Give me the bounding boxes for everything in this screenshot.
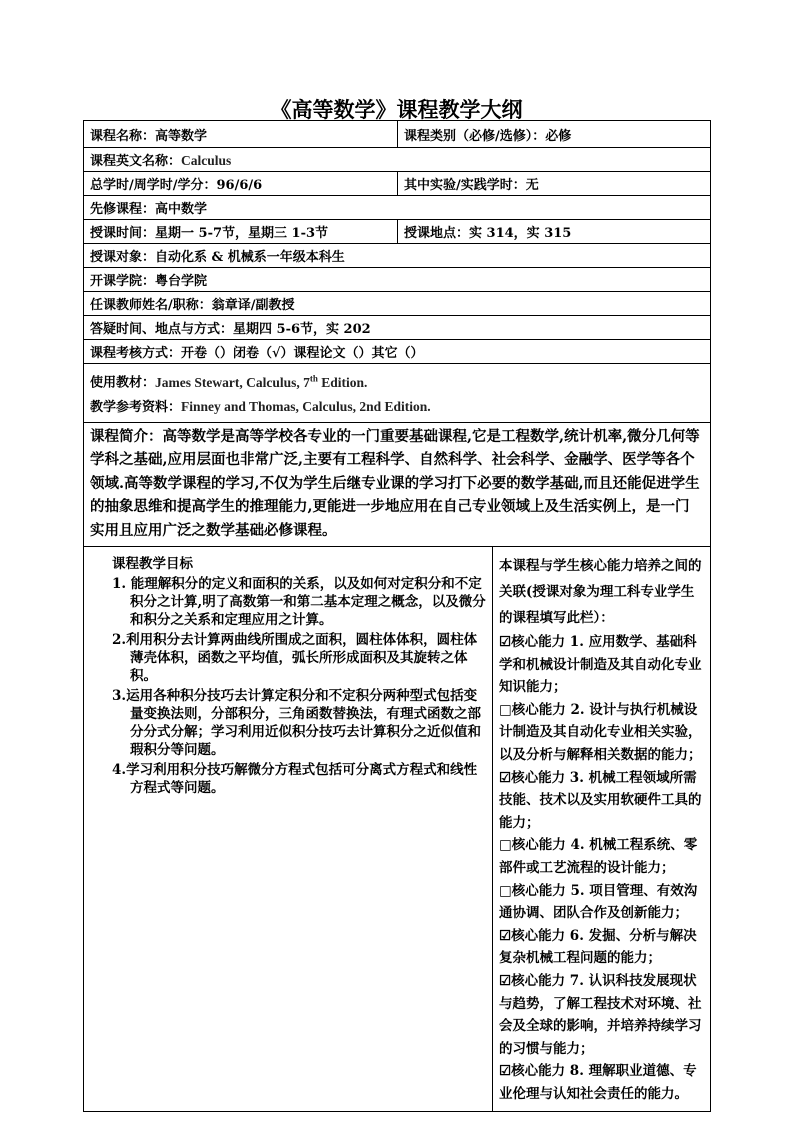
ability-text: 核心能力 4. 机械工程系统、零部件或工艺流程的设计能力； xyxy=(499,837,698,876)
goal-item: 4.学习利用积分技巧解微分方程式包括可分离式方程式和线性方程式等问题。 xyxy=(112,762,478,796)
ability-item xyxy=(499,834,704,879)
textbook-sup: th xyxy=(309,373,318,383)
ability-text: 核心能力 7. 认识科技发展现状与趋势，了解工程技术对环境、社会及全球的影响，并培养持续学习的习惯与能力； xyxy=(499,972,702,1057)
textbook-value xyxy=(155,375,367,390)
core-abilities xyxy=(493,547,711,1112)
ability-item xyxy=(499,1060,704,1105)
goal-item: 2.利用积分去计算两曲线所围成之面积，圆柱体体积，圆柱体薄壳体积，函数之平均值，弧长所形成面积及其旋转之体积。 xyxy=(112,632,478,684)
textbook-label: 使用教材： xyxy=(90,375,156,391)
ability-item xyxy=(499,631,704,699)
assessment: 课程考核方式：开卷（）闭卷（√）课程论文（）其它（） xyxy=(84,340,711,364)
ability-item xyxy=(499,970,704,1060)
teacher: 任课教师姓名/职称：翁章译/副教授 xyxy=(84,292,711,316)
goal-item: 1. 能理解积分的定义和面积的关系，以及如何对定积分和不定积分之计算,明了高数第一和第二基本定理之概念，以及微分和积分之关系和定理应用之计算。 xyxy=(112,576,486,628)
ability-item xyxy=(499,699,704,767)
unchecked-box-icon: □ xyxy=(499,701,512,718)
hours: 总学时/周学时/学分：96/6/6 xyxy=(84,172,398,196)
page-title: 《高等数学》课程教学大纲 xyxy=(270,98,523,122)
course-intro: 课程简介：高等数学是高等学校各专业的一门重要基础课程,它是工程数学,统计机率,微分几何等学科之基础,应用层面也非常广泛,主要有工程科学、自然科学、社会科学、金融学、医学等各个领域.高等数学课程的学习,不仅为学生后继专业课的学习打下必要的数学基础,而且还能促进学生的抽象思维和提高学生的推理能力,更能进一步地应用在自己专业领域上及生活实例上，是一门实用且应用广泛之数学基础必修课程。 xyxy=(84,422,711,547)
course-type: 课程类别（必修/选修）：必修 xyxy=(398,121,711,148)
textbook-edition: Edition. xyxy=(317,374,368,390)
goal-item: 3.运用各种积分技巧去计算定积分和不定积分两种型式包括变量变换法则，分部积分，三角函数替换法，有理式函数之部分分式分解；学习利用近似积分技巧去计算积分之近似值和瑕积分等问题。 xyxy=(112,688,481,758)
checked-box-icon: ☑ xyxy=(499,1063,512,1080)
goals-heading: 课程教学目标 xyxy=(112,556,193,572)
checked-box-icon: ☑ xyxy=(499,927,512,944)
checked-box-icon: ☑ xyxy=(499,972,512,989)
college: 开课学院：粤台学院 xyxy=(84,268,711,292)
ability-text: 核心能力 2. 设计与执行机械设计制造及其自动化专业相关实验，以及分析与解释相关数据的能力； xyxy=(499,701,702,763)
checked-box-icon: ☑ xyxy=(499,634,512,650)
ability-text: 核心能力 5. 项目管理、有效沟通协调、团队合作及创新能力； xyxy=(499,882,698,922)
abilities-list xyxy=(499,631,704,1105)
reference-value: Finney and Thomas, Calculus, 2nd Edition. xyxy=(181,398,431,414)
ability-item xyxy=(499,767,704,835)
abilities-heading: 本课程与学生核心能力培养之间的关联(授课对象为理工科专业学生的课程填写此栏）： xyxy=(499,558,702,626)
ability-text: 核心能力 1. 应用数学、基础科学和机械设计制造及其自动化专业知识能力； xyxy=(499,634,702,696)
ability-item xyxy=(499,925,704,970)
checked-box-icon: ☑ xyxy=(499,769,512,786)
unchecked-box-icon: □ xyxy=(499,837,512,854)
reference xyxy=(90,395,704,419)
english-name-label: 课程英文名称： xyxy=(90,154,182,169)
office-hours: 答疑时间、地点与方式：星期四 5-6节，实 202 xyxy=(84,316,711,340)
lab-hours: 其中实验/实践学时：无 xyxy=(398,172,711,196)
syllabus-table xyxy=(83,120,711,1112)
reference-label: 教学参考资料： xyxy=(90,399,182,415)
unchecked-box-icon: □ xyxy=(499,882,512,899)
ability-item xyxy=(499,880,704,925)
class-place: 授课地点：实 314，实 315 xyxy=(398,220,711,244)
ability-text: 核心能力 8. 理解职业道德、专业伦理与认知社会责任的能力。 xyxy=(499,1063,697,1102)
english-name-value: Calculus xyxy=(181,153,232,168)
class-time: 授课时间：星期一 5-7节，星期三 1-3节 xyxy=(84,220,398,244)
textbook-title: James Stewart, Calculus, 7 xyxy=(155,374,310,390)
textbook xyxy=(90,367,704,395)
ability-text: 核心能力 3. 机械工程领域所需技能、技术以及实用软硬件工具的能力； xyxy=(499,769,702,831)
ability-text: 核心能力 6. 发掘、分析与解决复杂机械工程问题的能力； xyxy=(499,927,697,967)
course-name: 课程名称：高等数学 xyxy=(84,121,398,148)
goals-list xyxy=(112,575,486,797)
english-name xyxy=(84,148,711,172)
prerequisite: 先修课程：高中数学 xyxy=(84,196,711,220)
materials xyxy=(84,364,711,423)
audience: 授课对象：自动化系 & 机械系一年级本科生 xyxy=(84,244,711,268)
teaching-goals xyxy=(84,547,493,1112)
